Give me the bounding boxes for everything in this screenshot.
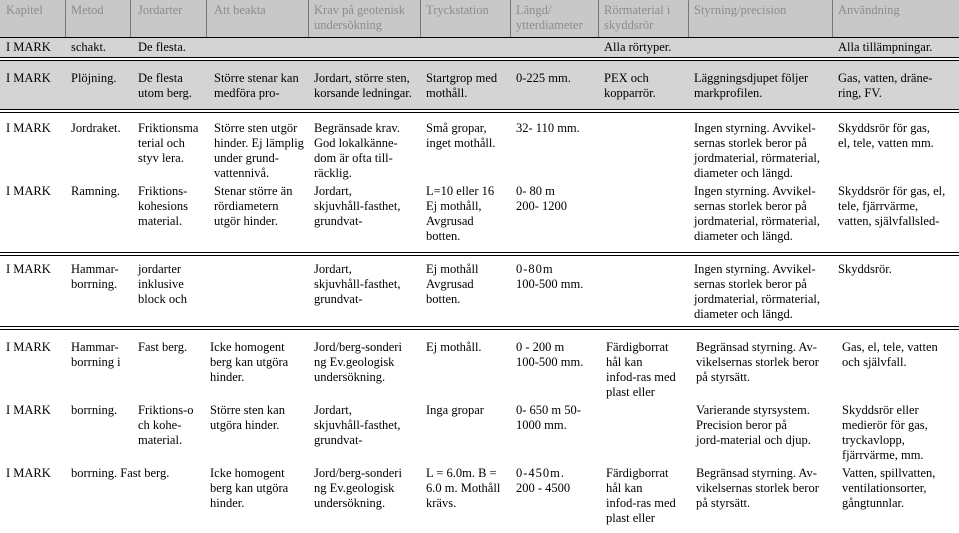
cell-krav: Jord/berg-sonderi [314,466,402,480]
cell-styrning: diameter och längd. [694,307,793,321]
cell-styrning: vikelsernas storlek beror [696,481,819,495]
cell-tryckstation: L = 6.0m. B = [426,466,497,480]
cell-anvandning: Gas, el, tele, vatten [842,340,938,354]
cell-jordarter: Friktionsma [138,121,199,135]
cell-att-beakta: Större sten utgör [214,121,298,135]
cell-metod: Hammar- [71,340,119,354]
cell-jordarter: utom berg. [138,86,192,100]
cell-krav: Jordart, större sten, [314,71,410,85]
cell-att-beakta: berg kan utgöra [210,355,289,369]
cell-styrning: diameter och längd. [694,166,793,180]
header-att-beakta: Att beakta [214,3,266,17]
cell-rormaterial: PEX och [604,71,649,85]
header-metod: Metod [71,3,104,17]
cell-krav: Jordart, [314,262,352,276]
cell-metod: schakt. [71,40,107,54]
cell-krav: räcklig. [314,166,352,180]
cell-att-beakta: hinder. Ej lämplig [214,136,304,150]
cell-att-beakta: hinder. [210,370,245,384]
cell-kapitel: I MARK [6,340,51,354]
cell-krav: skjuvhåll-fasthet, [314,277,401,291]
cell-krav: undersökning. [314,370,386,384]
cell-jordarter: inklusive [138,277,184,291]
cell-anvandning: Gas, vatten, dräne- [838,71,933,85]
header-kapitel: Kapitel [6,3,43,17]
cell-anvandning: gångtunnlar. [842,496,905,510]
cell-att-beakta: Icke homogent [210,340,285,354]
cell-tryckstation: Avgrusad [426,214,474,228]
cell-jordarter: kohesions [138,199,188,213]
cell-att-beakta: Större stenar kan [214,71,299,85]
cell-metod: borrning. [71,277,118,291]
cell-anvandning: ventilationsorter, [842,481,927,495]
cell-styrning: Läggningsdjupet följer [694,71,809,85]
cell-att-beakta: Icke homogent [210,466,285,480]
cell-rormaterial: plast eller [606,385,655,399]
cell-styrning: Begränsad styrning. Av- [696,340,817,354]
header-styrning: Styrning/precision [694,3,787,17]
cell-krav: dom är ofta till- [314,151,393,165]
column-divider [65,0,66,37]
cell-rormaterial: hål kan [606,355,643,369]
cell-tryckstation: Avgrusad [426,277,474,291]
column-divider [598,0,599,37]
cell-styrning: Precision beror på [696,418,787,432]
cell-kapitel: I MARK [6,262,51,276]
cell-anvandning: tele, fjärrvärme, [838,199,919,213]
cell-att-beakta: utgöra hinder. [210,418,280,432]
cell-langd: 100-500 mm. [516,277,584,291]
cell-langd: 200 - 4500 [516,481,571,495]
cell-anvandning: Alla tillämpningar. [838,40,933,54]
cell-att-beakta: Större sten kan [210,403,285,417]
cell-langd: 1000 mm. [516,418,567,432]
cell-metod: Jordraket. [71,121,121,135]
cell-jordarter: jordarter [138,262,182,276]
cell-metod: Ramning. [71,184,120,198]
rule [0,37,959,38]
cell-rormaterial: kopparrör. [604,86,656,100]
cell-krav: grundvat- [314,433,363,447]
cell-krav: Jordart, [314,184,352,198]
column-divider [130,0,131,37]
cell-jordarter: Friktions-o [138,403,194,417]
cell-styrning: Ingen styrning. Avvikel- [694,262,816,276]
cell-kapitel: I MARK [6,121,51,135]
cell-langd: 0-450m. [516,466,566,480]
cell-krav: God lokalkänne- [314,136,398,150]
cell-anvandning: vatten, självfallsled- [838,214,940,228]
cell-langd: 0- 80 m [516,184,555,198]
cell-styrning: sernas storlek beror på [694,136,807,150]
rule [0,329,959,330]
header-jordarter: Jordarter [138,3,183,17]
cell-att-beakta: medföra pro- [214,86,280,100]
cell-styrning: sernas storlek beror på [694,199,807,213]
cell-tryckstation: krävs. [426,496,457,510]
cell-tryckstation: Ej mothåll. [426,340,482,354]
cell-kapitel: I MARK [6,184,51,198]
cell-anvandning: fjärrvärme, mm. [842,448,924,462]
cell-jordarter: ch kohe- [138,418,182,432]
cell-anvandning: medierör för gas, [842,418,928,432]
cell-metod: Plöjning. [71,71,117,85]
cell-kapitel: I MARK [6,71,51,85]
cell-anvandning: och självfall. [842,355,907,369]
cell-anvandning: Skyddsrör för gas, el, [838,184,946,198]
cell-anvandning: Skyddsrör. [838,262,892,276]
cell-styrning: Ingen styrning. Avvikel- [694,184,816,198]
cell-langd: 100-500 mm. [516,355,584,369]
header-tryckstation: Tryckstation [426,3,489,17]
cell-rormaterial: hål kan [606,481,643,495]
cell-langd: 0 - 200 m [516,340,565,354]
cell-metod: Hammar- [71,262,119,276]
cell-styrning: Begränsad styrning. Av- [696,466,817,480]
cell-rormaterial: infod-ras med [606,370,676,384]
rule [0,326,959,327]
cell-jordarter: De flesta [138,71,183,85]
cell-tryckstation: inget mothåll. [426,136,496,150]
cell-kapitel: I MARK [6,466,51,480]
cell-tryckstation: L=10 eller 16 [426,184,495,198]
cell-krav: skjuvhåll-fasthet, [314,199,401,213]
cell-rormaterial: Alla rörtyper. [604,40,672,54]
cell-styrning: på styrsätt. [696,370,751,384]
cell-krav: skjuvhåll-fasthet, [314,418,401,432]
cell-krav: undersökning. [314,496,386,510]
cell-att-beakta: vattennivå. [214,166,270,180]
cell-tryckstation: 6.0 m. Mothåll [426,481,501,495]
cell-langd: 0-225 mm. [516,71,571,85]
cell-styrning: markprofilen. [694,86,763,100]
column-divider [832,0,833,37]
cell-att-beakta: rördiametern [214,199,279,213]
cell-att-beakta: under grund- [214,151,279,165]
cell-att-beakta: Stenar större än [214,184,293,198]
cell-tryckstation: Startgrop med [426,71,498,85]
cell-krav: ng Ev.geologisk [314,481,395,495]
cell-att-beakta: utgör hinder. [214,214,278,228]
cell-rormaterial: Färdigborrat [606,340,669,354]
header-anvandning: Användning [838,3,900,17]
cell-styrning: jord-material och djup. [696,433,811,447]
cell-rormaterial: plast eller [606,511,655,525]
header-rormaterial: skyddsrör [604,18,654,32]
cell-rormaterial: infod-ras med [606,496,676,510]
cell-tryckstation: Ej mothåll, [426,199,482,213]
rule [0,109,959,110]
cell-anvandning: Vatten, spillvatten, [842,466,936,480]
cell-styrning: jordmaterial, rörmaterial, [694,214,820,228]
cell-jordarter: Fast berg. [138,340,188,354]
header-krav: Krav på geotenisk [314,3,405,17]
cell-kapitel: I MARK [6,403,51,417]
cell-jordarter: material. [138,214,183,228]
cell-styrning: sernas storlek beror på [694,277,807,291]
rule [0,60,959,61]
column-divider [688,0,689,37]
cell-att-beakta: hinder. [210,496,245,510]
header-krav: undersökning [314,18,383,32]
cell-anvandning: tryckavlopp, [842,433,905,447]
column-divider [206,0,207,37]
cell-langd: 0- 650 m 50- [516,403,581,417]
cell-krav: grundvat- [314,214,363,228]
cell-styrning: diameter och längd. [694,229,793,243]
cell-krav: Jord/berg-sonderi [314,340,402,354]
header-rormaterial: Rörmaterial i [604,3,671,17]
header-langd: Längd/ [516,3,552,17]
cell-anvandning: Skyddsrör för gas, [838,121,931,135]
cell-jordarter: terial och [138,136,185,150]
column-divider [510,0,511,37]
cell-krav: grundvat- [314,292,363,306]
cell-anvandning: ring, FV. [838,86,882,100]
cell-langd: 0-80m [516,262,554,276]
cell-jordarter: De flesta. [138,40,186,54]
cell-tryckstation: botten. [426,292,461,306]
cell-styrning: vikelsernas storlek beror [696,355,819,369]
cell-tryckstation: botten. [426,229,461,243]
cell-jordarter: block och [138,292,187,306]
cell-kapitel: I MARK [6,40,51,54]
cell-krav: Jordart, [314,403,352,417]
cell-styrning: på styrsätt. [696,496,751,510]
cell-tryckstation: Ej mothåll [426,262,479,276]
rule [0,252,959,253]
rule [0,112,959,113]
cell-tryckstation: Inga gropar [426,403,484,417]
cell-krav: ng Ev.geologisk [314,355,395,369]
cell-jordarter: Friktions- [138,184,188,198]
cell-tryckstation: Små gropar, [426,121,487,135]
cell-styrning: Ingen styrning. Avvikel- [694,121,816,135]
cell-jordarter: material. [138,433,183,447]
cell-jordarter: styv lera. [138,151,184,165]
column-divider [420,0,421,37]
cell-anvandning: Skyddsrör eller [842,403,919,417]
cell-krav: Begränsade krav. [314,121,400,135]
cell-tryckstation: mothåll. [426,86,468,100]
cell-metod: borrning. [71,403,118,417]
cell-rormaterial: Färdigborrat [606,466,669,480]
cell-metod: borrning i [71,355,121,369]
header-langd: ytterdiameter [516,18,583,32]
cell-att-beakta: berg kan utgöra [210,481,289,495]
cell-krav: korsande ledningar. [314,86,412,100]
cell-styrning: jordmaterial, rörmaterial, [694,292,820,306]
cell-styrning: jordmaterial, rörmaterial, [694,151,820,165]
cell-metod: borrning. Fast berg. [71,466,170,480]
column-divider [308,0,309,37]
cell-langd: 200- 1200 [516,199,568,213]
cell-langd: 32- 110 mm. [516,121,580,135]
cell-anvandning: el, tele, vatten mm. [838,136,934,150]
cell-styrning: Varierande styrsystem. [696,403,810,417]
rule [0,255,959,256]
rule [0,57,959,58]
